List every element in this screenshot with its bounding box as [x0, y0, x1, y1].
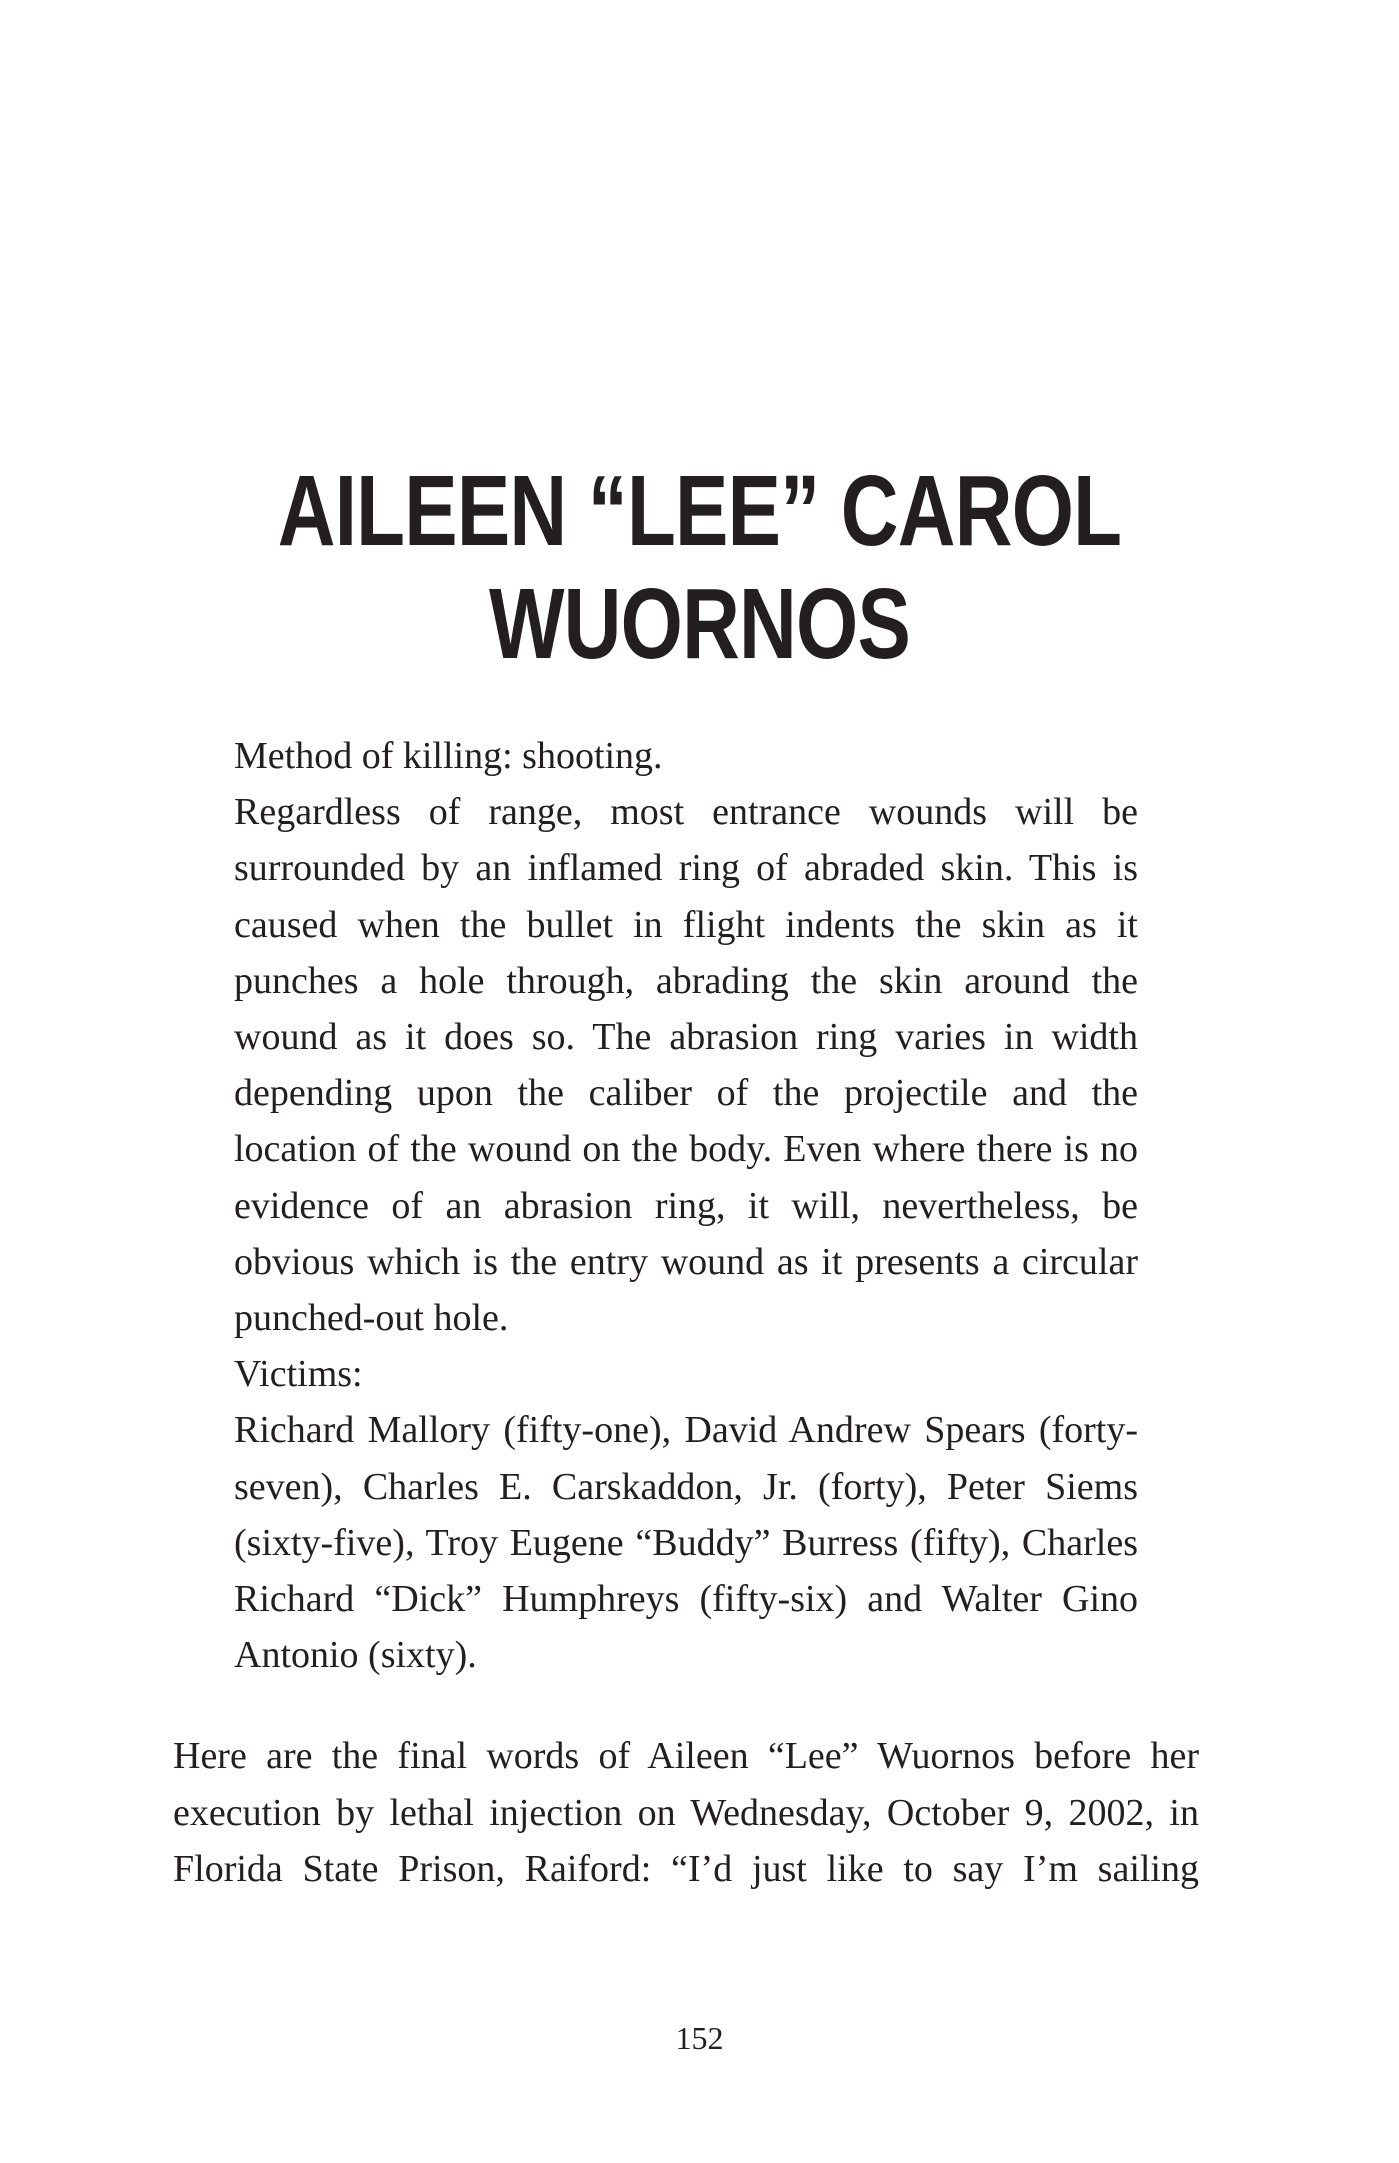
body-paragraph: Here are the final words of Aileen “Lee” Wuornos before her execution by lethal injection on Wednesday, October 9, 2002, in Florida State Prison, Raiford: “I’d just like to say I’m sailing	[173, 1735, 1199, 1890]
body-text	[173, 1728, 1199, 1898]
epigraph-block	[234, 728, 1138, 1683]
method-of-killing: Method of killing: shooting.	[234, 735, 663, 777]
chapter-title-line-1: AILEEN “LEE” CAROL	[277, 455, 1122, 567]
wound-description: Regardless of range, most entrance wounds will be surrounded by an inflamed ring of abraded skin. This is caused when the bullet in flight indents the skin as it punches a hole through, abrading the skin around the wound as it does so. The abrasion ring varies in width depending upon the caliber of the projectile and the location of the wound on the body. Even where there is no evidence of an abrasion ring, it will, nevertheless, be obvious which is the entry wound as it presents a circular punched-out hole.	[234, 791, 1138, 1340]
chapter-title-line-2: WUORNOS	[488, 568, 911, 680]
victims-label: Victims:	[234, 1353, 363, 1396]
page-number: 152	[675, 2020, 724, 2056]
chapter-title	[140, 455, 1259, 681]
victims-list: Richard Mallory (fifty-one), David Andrew Spears (forty-seven), Charles E. Carskaddon, Jr. (forty), Peter Siems (sixty-five), Troy Eugene “Buddy” Burress (fifty), Charles Richard “Dick” Humphreys (fifty-six) and Walter Gino Antonio (sixty).	[234, 1409, 1138, 1677]
